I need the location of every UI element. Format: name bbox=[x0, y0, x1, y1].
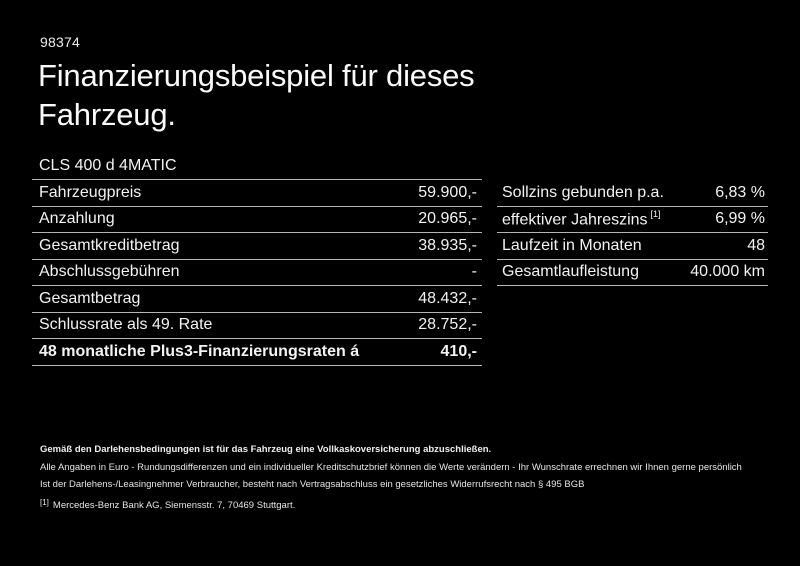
row-value: 6,99 % bbox=[715, 210, 765, 228]
row-label: Schlussrate als 49. Rate bbox=[39, 316, 213, 334]
footnote-text: Mercedes-Benz Bank AG, Siemensstr. 7, 70469 Stuttgart. bbox=[52, 499, 296, 511]
footnote-ref: [1] bbox=[650, 208, 661, 219]
page-title bbox=[38, 56, 474, 134]
finance-row-gesamtbetrag bbox=[32, 286, 482, 313]
terms-row-gesamtlaufleistung bbox=[497, 260, 768, 287]
row-label: Abschlussgebühren bbox=[39, 263, 180, 281]
finance-row-abschlussgebuehren bbox=[32, 260, 482, 287]
row-value: 48.432,- bbox=[418, 289, 477, 307]
row-label: Sollzins gebunden p.a. bbox=[502, 183, 664, 201]
row-value: 28.752,- bbox=[418, 316, 477, 334]
row-value: 59.900,- bbox=[418, 183, 477, 201]
vehicle-model-row bbox=[32, 152, 482, 180]
row-label: Fahrzeugpreis bbox=[39, 183, 142, 201]
row-label-text: effektiver Jahreszins bbox=[502, 210, 648, 228]
footer-note-1: Alle Angaben in Euro - Rundungsdifferenzen und ein individueller Kreditschutzbrief können die Werte verändern - Ihr Wunschrate errechnen wir Ihnen gerne persönlich bbox=[40, 461, 742, 473]
row-label bbox=[502, 210, 661, 229]
row-label: Gesamtbetrag bbox=[39, 289, 141, 307]
terms-row-effektiver-jahreszins bbox=[497, 207, 768, 234]
row-value: 20.965,- bbox=[418, 210, 477, 228]
row-value: 38.935,- bbox=[418, 236, 477, 254]
footer bbox=[40, 441, 788, 514]
footer-note-2: Ist der Darlehens-/Leasingnehmer Verbraucher, besteht nach Vertragsabschluss ein gesetzliches Widerrufsrecht nach § 495 BGB bbox=[40, 479, 585, 490]
row-label: Gesamtkreditbetrag bbox=[39, 236, 180, 254]
finance-row-schlussrate bbox=[32, 313, 482, 340]
finance-row-gesamtkreditbetrag bbox=[32, 233, 482, 260]
row-value: 40.000 km bbox=[690, 263, 765, 281]
terms-row-laufzeit bbox=[497, 233, 768, 260]
row-label: Laufzeit in Monaten bbox=[502, 236, 642, 254]
finance-table bbox=[32, 152, 482, 366]
row-label: Anzahlung bbox=[39, 210, 115, 228]
row-label: Gesamtlaufleistung bbox=[502, 263, 639, 281]
insurance-note: Gemäß den Darlehensbedingungen ist für das Fahrzeug eine Vollkaskoversicherung abzuschließen. bbox=[40, 444, 492, 455]
row-value: 48 bbox=[747, 236, 765, 254]
terms-table bbox=[497, 180, 768, 286]
page-title-line-2: Fahrzeug. bbox=[38, 97, 176, 132]
footnote-marker: [1] bbox=[40, 497, 49, 507]
finance-row-anzahlung bbox=[32, 207, 482, 234]
row-label: 48 monatliche Plus3-Finanzierungsraten á bbox=[39, 342, 360, 360]
doc-number: 98374 bbox=[40, 34, 80, 50]
vehicle-model: CLS 400 d 4MATIC bbox=[39, 156, 177, 174]
row-value: - bbox=[471, 263, 477, 281]
footnote bbox=[40, 497, 788, 515]
finance-row-fahrzeugpreis bbox=[32, 180, 482, 207]
row-value: 6,83 % bbox=[715, 183, 765, 201]
page-title-line-1: Finanzierungsbeispiel für dieses bbox=[38, 58, 475, 93]
finance-row-monthly-rate bbox=[32, 339, 482, 366]
terms-row-sollzins bbox=[497, 180, 768, 207]
row-value: 410,- bbox=[440, 342, 477, 360]
